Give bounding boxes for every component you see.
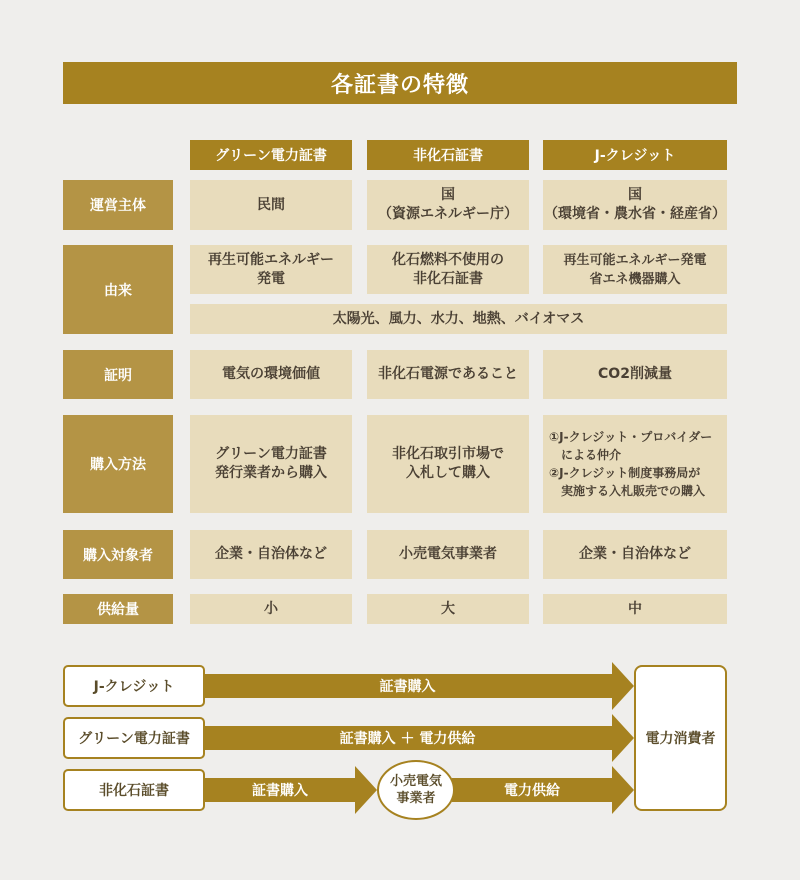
cell-operator-jcredit: 国 （環境省・農水省・経産省）: [543, 180, 727, 230]
cell-operator-nonfossil: 国 （資源エネルギー庁）: [367, 180, 529, 230]
cell-origin-jcredit: 再生可能エネルギー発電 省エネ機器購入: [543, 245, 727, 294]
cell-target-nonfossil: 小売電気事業者: [367, 530, 529, 579]
cell-supply-jcredit: 中: [543, 594, 727, 624]
flow-source-nonfossil: 非化石証書: [63, 769, 205, 811]
cell-supply-nonfossil: 大: [367, 594, 529, 624]
column-header-jcredit: J-クレジット: [543, 140, 727, 170]
row-header-supply: 供給量: [63, 594, 173, 624]
column-header-nonfossil: 非化石証書: [367, 140, 529, 170]
cell-operator-green: 民間: [190, 180, 352, 230]
cell-origin-nonfossil: 化石燃料不使用の 非化石証書: [367, 245, 529, 294]
cell-supply-green: 小: [190, 594, 352, 624]
flow-consumer: 電力消費者: [634, 665, 727, 811]
cell-purchase-jcredit: ①J-クレジット・プロバイダー による仲介 ②J-クレジット制度事務局が 実施する入札販売での購入: [543, 415, 727, 513]
arrow-label-jcredit: 証書購入: [379, 679, 436, 695]
row-header-origin: 由来: [63, 245, 173, 334]
cell-target-jcredit: 企業・自治体など: [543, 530, 727, 579]
flow-source-green: グリーン電力証書: [63, 717, 205, 759]
cell-proof-green: 電気の環境価値: [190, 350, 352, 399]
arrow-label-green: 証書購入 ＋ 電力供給: [339, 731, 476, 747]
row-header-target: 購入対象者: [63, 530, 173, 579]
cell-purchase-nonfossil: 非化石取引市場で 入札して購入: [367, 415, 529, 513]
cell-proof-nonfossil: 非化石電源であること: [367, 350, 529, 399]
row-header-proof: 証明: [63, 350, 173, 399]
page-title: 各証書の特徴: [63, 62, 737, 104]
arrow-label-nonfossil-purchase: 証書購入: [252, 783, 308, 799]
row-header-operator: 運営主体: [63, 180, 173, 230]
cell-origin-green: 再生可能エネルギー 発電: [190, 245, 352, 294]
column-header-green: グリーン電力証書: [190, 140, 352, 170]
cell-origin-shared-sources: 太陽光、風力、水力、地熱、バイオマス: [190, 304, 727, 334]
cell-purchase-green: グリーン電力証書 発行業者から購入: [190, 415, 352, 513]
cell-target-green: 企業・自治体など: [190, 530, 352, 579]
arrow-label-retailer-supply: 電力供給: [504, 783, 560, 799]
flow-source-jcredit: J-クレジット: [63, 665, 205, 707]
flow-intermediary-retailer: 小売電気 事業者: [377, 760, 455, 820]
row-header-purchase: 購入方法: [63, 415, 173, 513]
cell-proof-jcredit: CO2削減量: [543, 350, 727, 399]
